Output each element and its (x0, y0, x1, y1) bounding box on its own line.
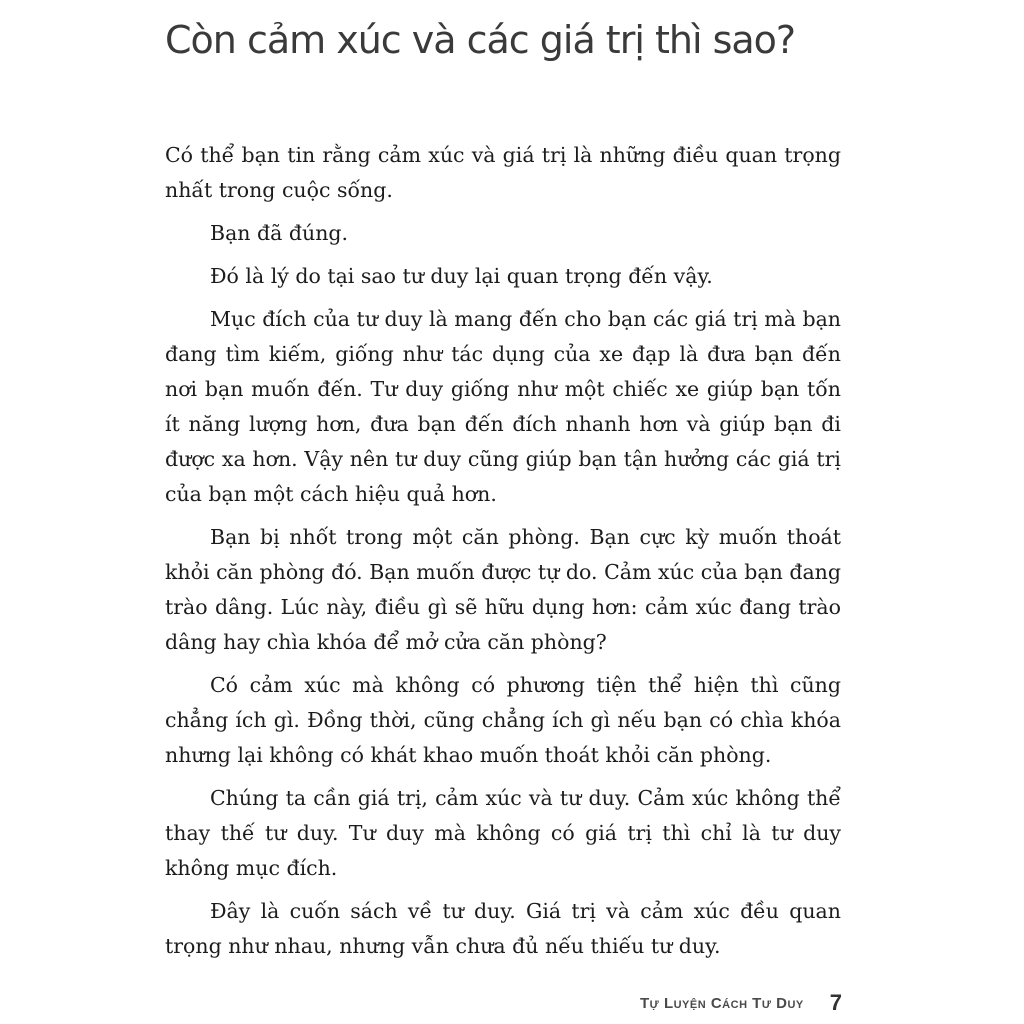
paragraph: Đây là cuốn sách về tư duy. Giá trị và cảm xúc đều quan trọng như nhau, nhưng vẫn chưa đủ nếu thiếu tư duy. (165, 899, 841, 958)
paragraph: Chúng ta cần giá trị, cảm xúc và tư duy. Cảm xúc không thể thay thế tư duy. Tư duy mà không có giá trị thì chỉ là tư duy không mục đích. (165, 786, 841, 880)
page-number: 7 (829, 990, 842, 1015)
paragraph: Có cảm xúc mà không có phương tiện thể hiện thì cũng chẳng ích gì. Đồng thời, cũng chẳng ích gì nếu bạn có chìa khóa nhưng lại không có khát khao muốn thoát khỏi căn phòng. (165, 673, 841, 767)
paragraph: Có thể bạn tin rằng cảm xúc và giá trị là những điều quan trọng nhất trong cuộc sống. (165, 143, 841, 202)
chapter-title: Còn cảm xúc và các giá trị thì sao? (165, 18, 796, 62)
page-footer (560, 988, 842, 1018)
running-head: Tự Luyện Cách Tư Duy (640, 994, 804, 1012)
paragraph: Mục đích của tư duy là mang đến cho bạn các giá trị mà bạn đang tìm kiếm, giống như tác dụng của xe đạp là đưa bạn đến nơi bạn muốn đến. Tư duy giống như một chiếc xe giúp bạn tốn ít năng lượng hơn, đưa bạn đến đích nhanh hơn và giúp bạn đi được xa hơn. Vậy nên tư duy cũng giúp bạn tận hưởng các giá trị của bạn một cách hiệu quả hơn. (165, 307, 841, 506)
body-text (165, 138, 841, 972)
paragraph: Bạn đã đúng. (210, 221, 349, 245)
paragraph: Đó là lý do tại sao tư duy lại quan trọng đến vậy. (210, 264, 713, 288)
paragraph: Bạn bị nhốt trong một căn phòng. Bạn cực kỳ muốn thoát khỏi căn phòng đó. Bạn muốn được tự do. Cảm xúc của bạn đang trào dâng. Lúc này, điều gì sẽ hữu dụng hơn: cảm xúc đang trào dâng hay chìa khóa để mở cửa căn phòng? (165, 525, 841, 654)
